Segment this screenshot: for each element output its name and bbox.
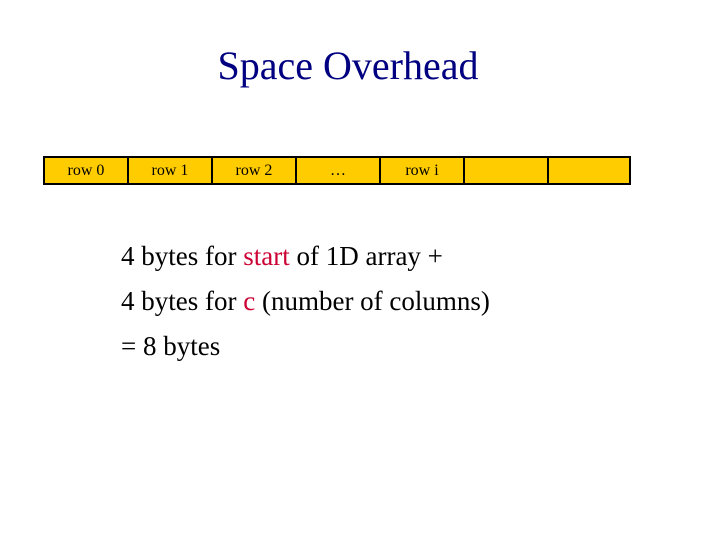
slide-title: Space Overhead xyxy=(217,43,479,88)
overhead-explanation xyxy=(121,234,490,369)
array-cell-row-2: row 2 xyxy=(213,158,297,183)
array-cell-empty xyxy=(465,158,549,183)
text-segment: 4 bytes for xyxy=(121,286,244,316)
text-line-total: = 8 bytes xyxy=(121,331,221,361)
array-cell-row-i: row i xyxy=(381,158,465,183)
array-cell-row-1: row 1 xyxy=(129,158,213,183)
text-line-start xyxy=(121,234,490,279)
array-cell-empty xyxy=(549,158,629,183)
text-segment: 4 bytes for xyxy=(121,241,244,271)
text-segment: of 1D array + xyxy=(289,241,443,271)
highlight-start: start xyxy=(243,241,290,271)
array-cell-row-0: row 0 xyxy=(45,158,129,183)
array-cell-ellipsis: … xyxy=(297,158,381,183)
text-segment: (number of columns) xyxy=(255,286,490,316)
highlight-c: c xyxy=(243,286,256,316)
text-line-columns xyxy=(121,279,490,324)
row-array-bar xyxy=(43,156,631,185)
